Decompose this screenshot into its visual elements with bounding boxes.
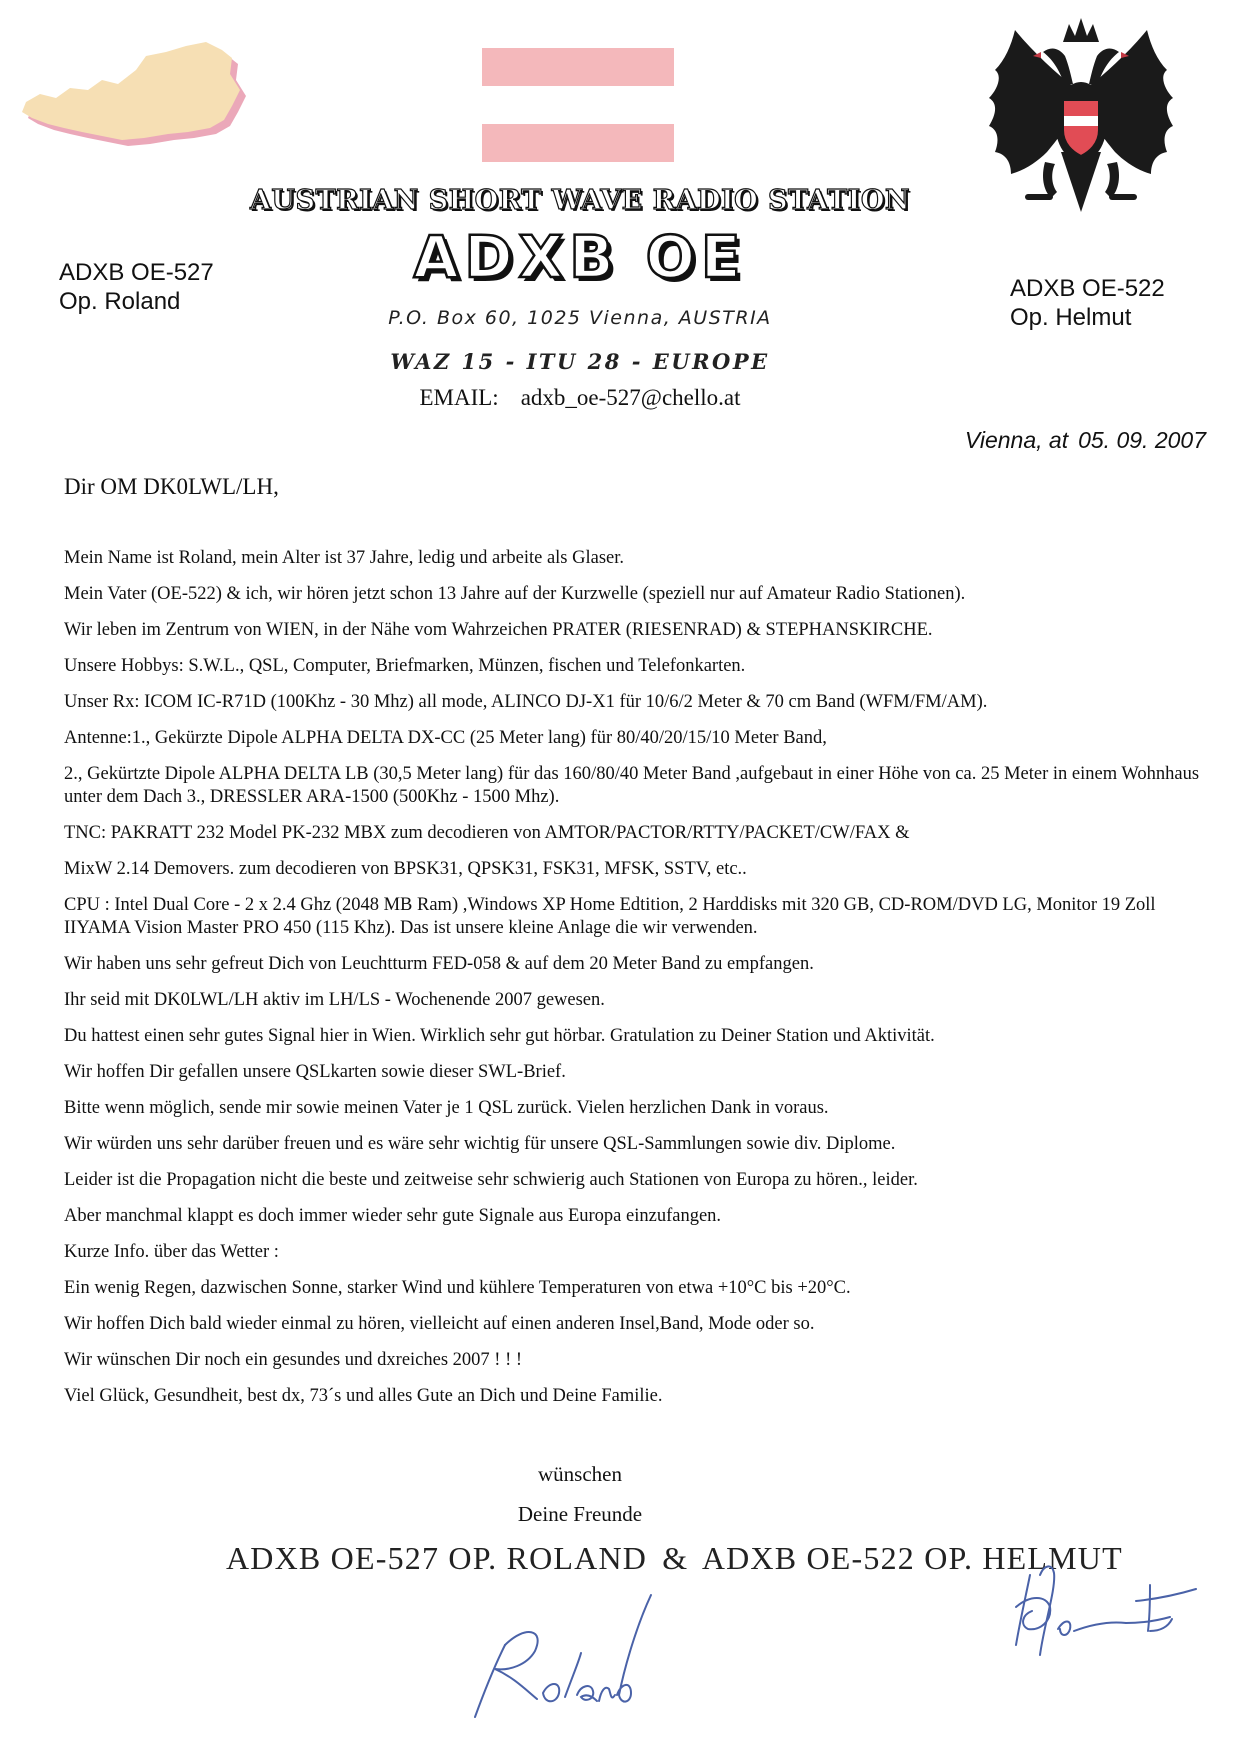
left-station-operator: Op. Roland	[59, 288, 181, 315]
letter-paragraph: CPU : Intel Dual Core - 2 x 2.4 Ghz (2048 MB Ram) ,Windows XP Home Edtition, 2 Harddisks mit 320 GB, CD-ROM/DVD LG, Monitor 19 Zoll IIYAMA Vision Master PRO 450 (115 Khz). Das ist unsere kleine Anlage die wir verwenden.	[64, 895, 1156, 938]
letter-paragraph: Mein Vater (OE-522) & ich, wir hören jetzt schon 13 Jahre auf der Kurzwelle (speziell nur auf Amateur Radio Stationen).	[64, 584, 966, 604]
letter-paragraph: MixW 2.14 Demovers. zum decodieren von BPSK31, QPSK31, FSK31, MFSK, SSTV, etc..	[64, 859, 747, 879]
signer-ampersand: &	[662, 1540, 689, 1576]
letter-paragraph: Wir würden uns sehr darüber freuen und es wäre sehr wichtig für unsere QSL-Sammlungen sowie div. Diplome.	[64, 1134, 896, 1154]
letter-paragraph: Unsere Hobbys: S.W.L., QSL, Computer, Briefmarken, Münzen, fischen und Telefonkarten.	[64, 656, 746, 676]
letter-body	[64, 547, 1214, 1421]
email-address: adxb_oe-527@chello.at	[520, 385, 741, 410]
letter-paragraph: Unser Rx: ICOM IC-R71D (100Khz - 30 Mhz) all mode, ALINCO DJ-X1 für 10/6/2 Meter & 70 cm Band (WFM/FM/AM).	[64, 692, 988, 712]
letter-paragraph: Bitte wenn möglich, sende mir sowie meinen Vater je 1 QSL zurück. Vielen herzlichen Dank in voraus.	[64, 1098, 829, 1118]
email-label: EMAIL:	[419, 385, 499, 410]
letter-paragraph: Wir hoffen Dich bald wieder einmal zu hören, vielleicht auf einen anderen Insel,Band, Mode oder so.	[64, 1314, 815, 1334]
roland-signature	[465, 1585, 665, 1725]
letter-paragraph: Mein Name ist Roland, mein Alter ist 37 Jahre, ledig und arbeite als Glaser.	[64, 548, 625, 568]
letter-paragraph: Leider ist die Propagation nicht die beste und zeitweise sehr schwierig auch Stationen von Europa zu hören., leider.	[64, 1170, 918, 1190]
left-station-block	[59, 258, 214, 316]
letter-paragraph: Viel Glück, Gesundheit, best dx, 73´s und alles Gute an Dich und Deine Familie.	[64, 1386, 663, 1406]
right-station-operator: Op. Helmut	[1010, 304, 1132, 331]
flag-stripe-middle	[482, 86, 674, 124]
signer-roland: ADXB OE-527 OP. ROLAND	[226, 1540, 648, 1576]
closing-friends: Deine Freunde	[517, 1502, 643, 1526]
zone-info: WAZ 15 - ITU 28 - EUROPE	[390, 349, 770, 374]
flag-stripe-top	[482, 48, 674, 86]
letter-paragraph: Aber manchmal klappt es doch immer wieder sehr gute Signale aus Europa einzufangen.	[64, 1206, 722, 1226]
helmut-signature	[1000, 1545, 1210, 1665]
letter-paragraph: Wir hoffen Dir gefallen unsere QSLkarten sowie dieser SWL-Brief.	[64, 1062, 566, 1082]
flag-stripe-bottom	[482, 124, 674, 162]
austrian-flag	[482, 48, 674, 162]
austrian-eagle-coat-of-arms	[985, 12, 1177, 234]
letter-paragraph: Antenne:1., Gekürzte Dipole ALPHA DELTA DX-CC (25 Meter lang) für 80/40/20/15/10 Meter Band,	[64, 728, 827, 748]
station-tagline: AUSTRIAN SHORT WAVE RADIO STATION	[249, 185, 911, 216]
signer-helmut: ADXB OE-522 OP. HELMUT	[701, 1540, 1123, 1576]
left-station-callsign: ADXB OE-527	[59, 259, 214, 286]
date-line	[965, 427, 1206, 454]
closing-wish: wünschen	[538, 1462, 622, 1486]
date-prefix: Vienna, at	[964, 427, 1069, 453]
letter-paragraph: Wir leben im Zentrum von WIEN, in der Nähe vom Wahrzeichen PRATER (RIESENRAD) & STEPHANSKIRCHE.	[64, 620, 933, 640]
letter-paragraph: Du hattest einen sehr gutes Signal hier in Wien. Wirklich sehr gut hörbar. Gratulation zu Deiner Station und Aktivität.	[64, 1026, 935, 1046]
right-station-block	[1010, 274, 1165, 332]
letter-paragraph: Kurze Info. über das Wetter :	[64, 1242, 279, 1262]
letter-paragraph: TNC: PAKRATT 232 Model PK-232 MBX zum decodieren von AMTOR/PACTOR/RTTY/PACKET/CW/FAX &	[64, 823, 910, 843]
salutation: Dir OM DK0LWL/LH,	[64, 474, 279, 499]
letter-paragraph: Wir wünschen Dir noch ein gesundes und dxreiches 2007 ! ! !	[64, 1350, 523, 1370]
postal-address: P.O. Box 60, 1025 Vienna, AUSTRIA	[388, 307, 772, 329]
letter-paragraph: Wir haben uns sehr gefreut Dich von Leuchtturm FED-058 & auf dem 20 Meter Band zu empfangen.	[64, 954, 814, 974]
austria-map-logo	[18, 40, 250, 158]
letter-paragraph: Ihr seid mit DK0LWL/LH aktiv im LH/LS - Wochenende 2007 gewesen.	[64, 990, 605, 1010]
email-line	[330, 385, 830, 411]
date-value: 05. 09. 2007	[1078, 427, 1206, 453]
letter-paragraph: Ein wenig Regen, dazwischen Sonne, starker Wind und kühlere Temperaturen von etwa +10°C bis +20°C.	[64, 1278, 851, 1298]
right-station-callsign: ADXB OE-522	[1010, 275, 1165, 302]
station-callsign-logo: ADXB OE	[413, 223, 747, 291]
letter-paragraph: 2., Gekürtzte Dipole ALPHA DELTA LB (30,5 Meter lang) für das 160/80/40 Meter Band ,aufgebaut in einer Höhe von ca. 25 Meter in einem Wohnhaus unter dem Dach 3., DRESSLER ARA-1500 (500Khz - 1500 Mhz).	[64, 764, 1200, 807]
